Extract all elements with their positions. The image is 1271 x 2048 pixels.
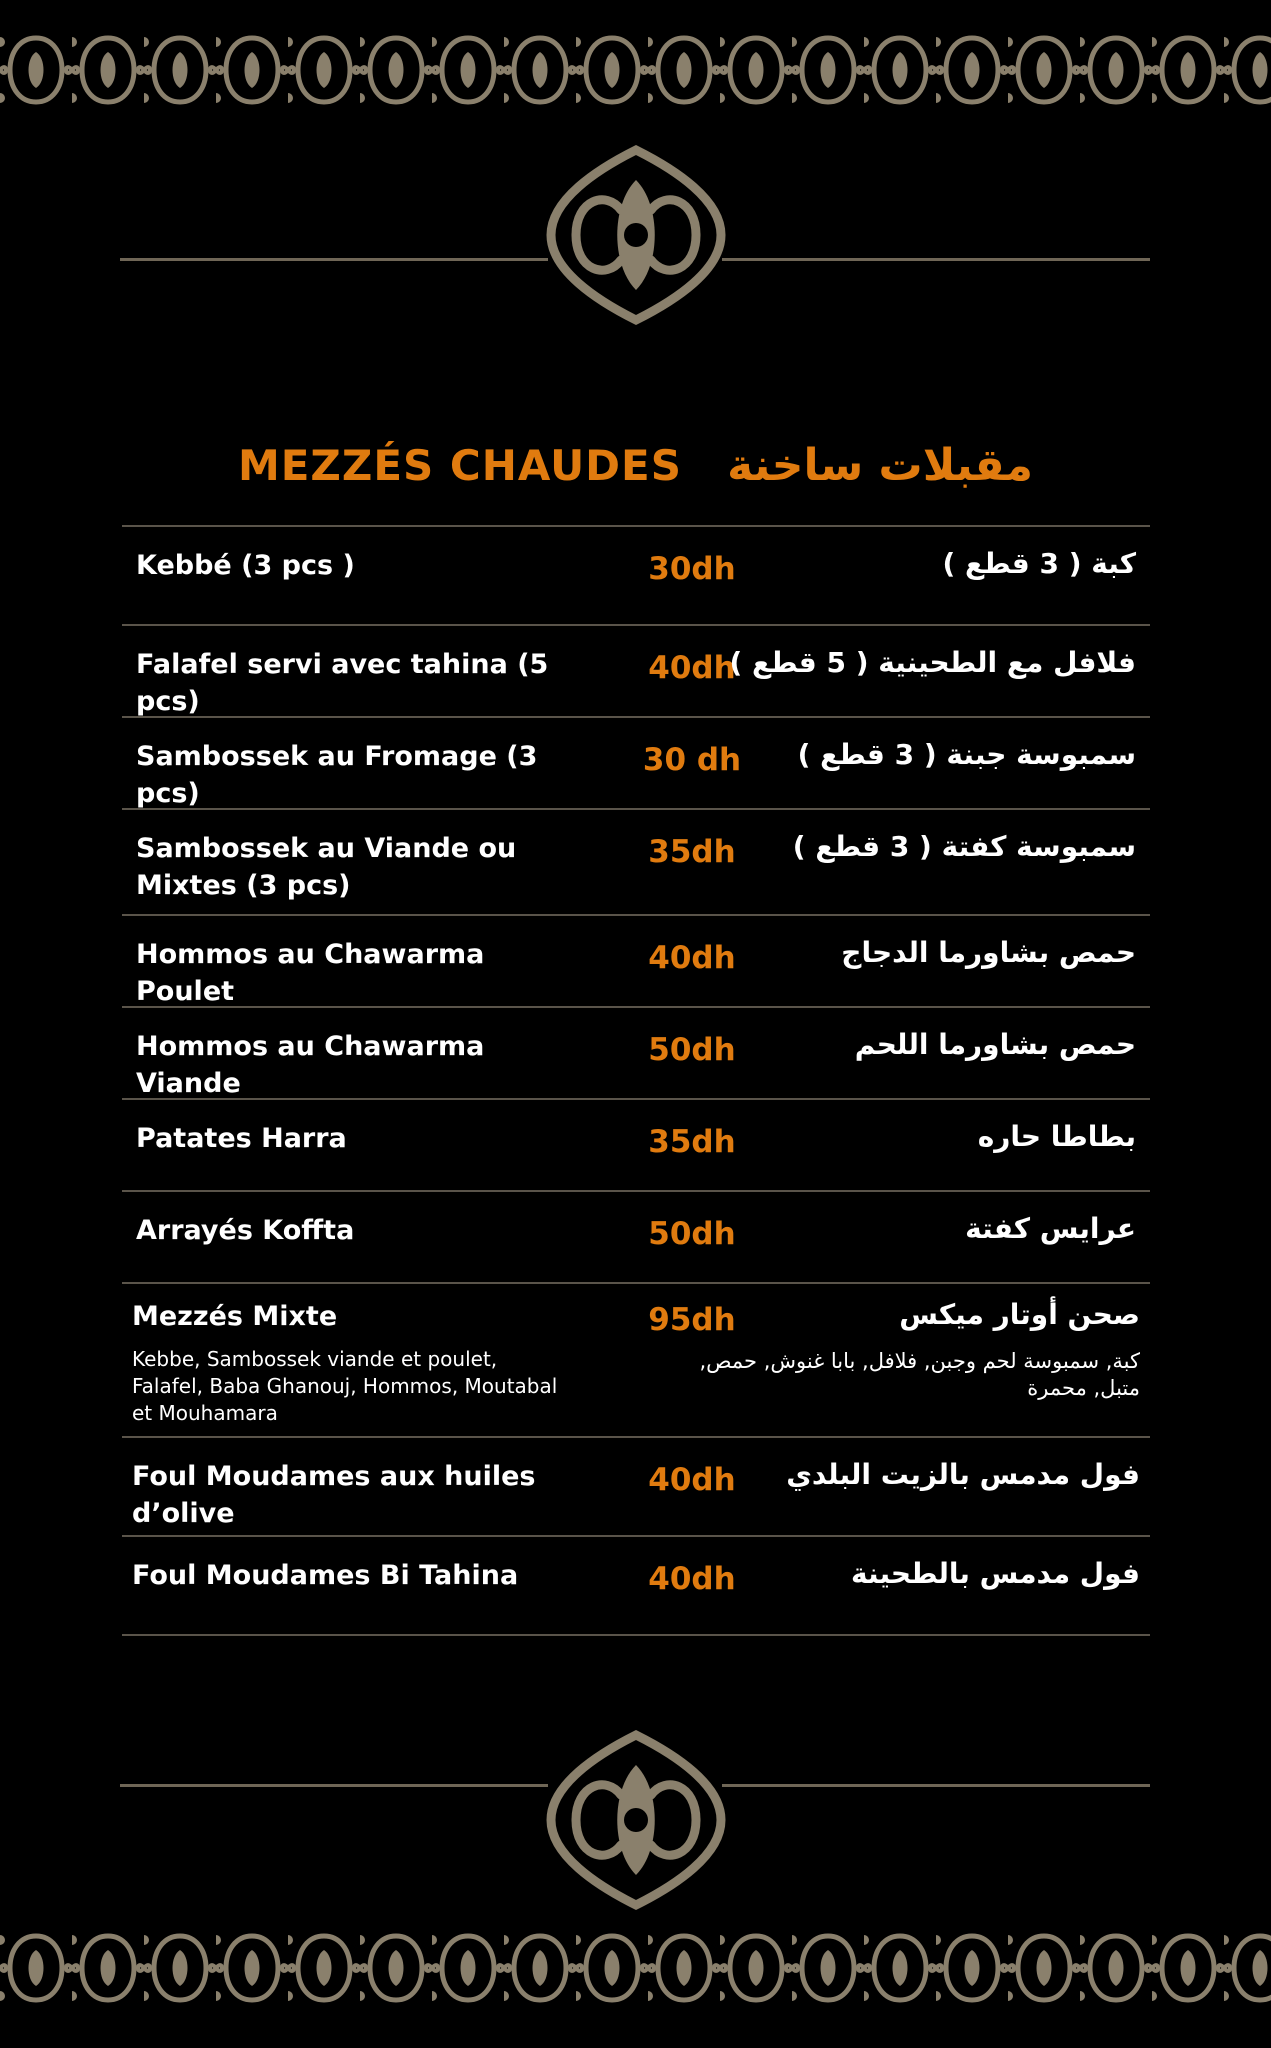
- item-price: 40dh: [648, 940, 736, 976]
- item-name-fr: Mezzés Mixte: [132, 1301, 338, 1332]
- bottom-medallion-ornament: [536, 1725, 736, 1915]
- item-name-fr: Sambossek au Fromage (3 pcs): [136, 741, 538, 809]
- item-name-ar: فول مدمس بالزيت البلدي: [786, 1458, 1140, 1491]
- item-name-ar: سمبوسة كفتة ( 3 قطع ): [792, 830, 1136, 863]
- item-price: 40dh: [648, 1462, 736, 1498]
- menu-item-hommos-viande: [122, 1008, 1150, 1098]
- section-title-fr: MEZZÉS CHAUDES: [237, 441, 682, 490]
- item-description-fr: Kebbe, Sambossek viande et poulet, Falafel, Baba Ghanouj, Hommos, Moutabal et Mouhamara: [132, 1347, 558, 1425]
- bottom-rule-left: [120, 1784, 548, 1787]
- menu-item-sambossek-viande: [122, 810, 1150, 914]
- item-name-fr: Foul Moudames aux huiles d’olive: [132, 1461, 536, 1529]
- menu-item-falafel: [122, 626, 1150, 716]
- top-ornament-band: [0, 30, 1271, 110]
- item-price: 30dh: [648, 551, 736, 587]
- menu-item-arrayes-koffta: [122, 1192, 1150, 1282]
- menu-item-kebbe: [122, 527, 1150, 624]
- item-name-fr: Falafel servi avec tahina (5 pcs): [136, 649, 549, 717]
- menu-item-foul-tahina: [122, 1537, 1150, 1634]
- item-name-ar: حمص بشاورما الدجاج: [841, 936, 1136, 969]
- item-name-ar: بطاطا حاره: [977, 1120, 1136, 1153]
- bottom-ornament-band: [0, 1928, 1271, 2008]
- item-name-fr: Hommos au Chawarma Poulet: [136, 939, 485, 1007]
- item-price: 40dh: [648, 650, 736, 686]
- item-price: 35dh: [648, 834, 736, 870]
- item-name-fr: Sambossek au Viande ou Mixtes (3 pcs): [136, 833, 517, 901]
- top-rule-left: [120, 258, 548, 261]
- item-price: 30 dh: [642, 742, 742, 778]
- item-name-ar: كبة ( 3 قطع ): [942, 547, 1136, 580]
- item-name-fr: Foul Moudames Bi Tahina: [132, 1560, 519, 1591]
- item-price: 95dh: [648, 1302, 736, 1338]
- menu-item-sambossek-fromage: [122, 718, 1150, 808]
- item-name-ar: سمبوسة جبنة ( 3 قطع ): [797, 738, 1136, 771]
- item-price: 50dh: [648, 1216, 736, 1252]
- item-price: 40dh: [648, 1561, 736, 1597]
- row-divider: [122, 1634, 1150, 1636]
- top-rule-right: [722, 258, 1150, 261]
- section-title-ar: مقبلات ساخنة: [727, 440, 1034, 491]
- item-name-ar: حمص بشاورما اللحم: [854, 1028, 1136, 1061]
- bottom-rule-right: [722, 1784, 1150, 1787]
- item-name-fr: Patates Harra: [136, 1123, 347, 1154]
- item-price: 50dh: [648, 1032, 736, 1068]
- menu-item-foul-huiles: [122, 1438, 1150, 1535]
- item-name-fr: Arrayés Koffta: [136, 1215, 355, 1246]
- menu-item-mezzes-mixte: [122, 1284, 1150, 1436]
- menu-item-patates-harra: [122, 1100, 1150, 1190]
- item-name-ar: صحن أوتار ميكس: [899, 1298, 1140, 1331]
- menu-list: [122, 525, 1150, 1636]
- item-name-fr: Kebbé (3 pcs ): [136, 550, 355, 581]
- menu-item-hommos-poulet: [122, 916, 1150, 1006]
- item-name-ar: فلافل مع الطحينية ( 5 قطع ): [729, 646, 1136, 679]
- item-description-ar: كبة, سمبوسة لحم وجبن, فلافل, بابا غنوش, حمص, متبل, محمرة: [699, 1349, 1140, 1400]
- item-price: 35dh: [648, 1124, 736, 1160]
- item-name-ar: فول مدمس بالطحينة: [851, 1557, 1140, 1590]
- item-name-ar: عرايس كفتة: [965, 1212, 1136, 1245]
- section-title: [0, 440, 1271, 491]
- top-medallion-ornament: [536, 140, 736, 330]
- item-name-fr: Hommos au Chawarma Viande: [136, 1031, 485, 1099]
